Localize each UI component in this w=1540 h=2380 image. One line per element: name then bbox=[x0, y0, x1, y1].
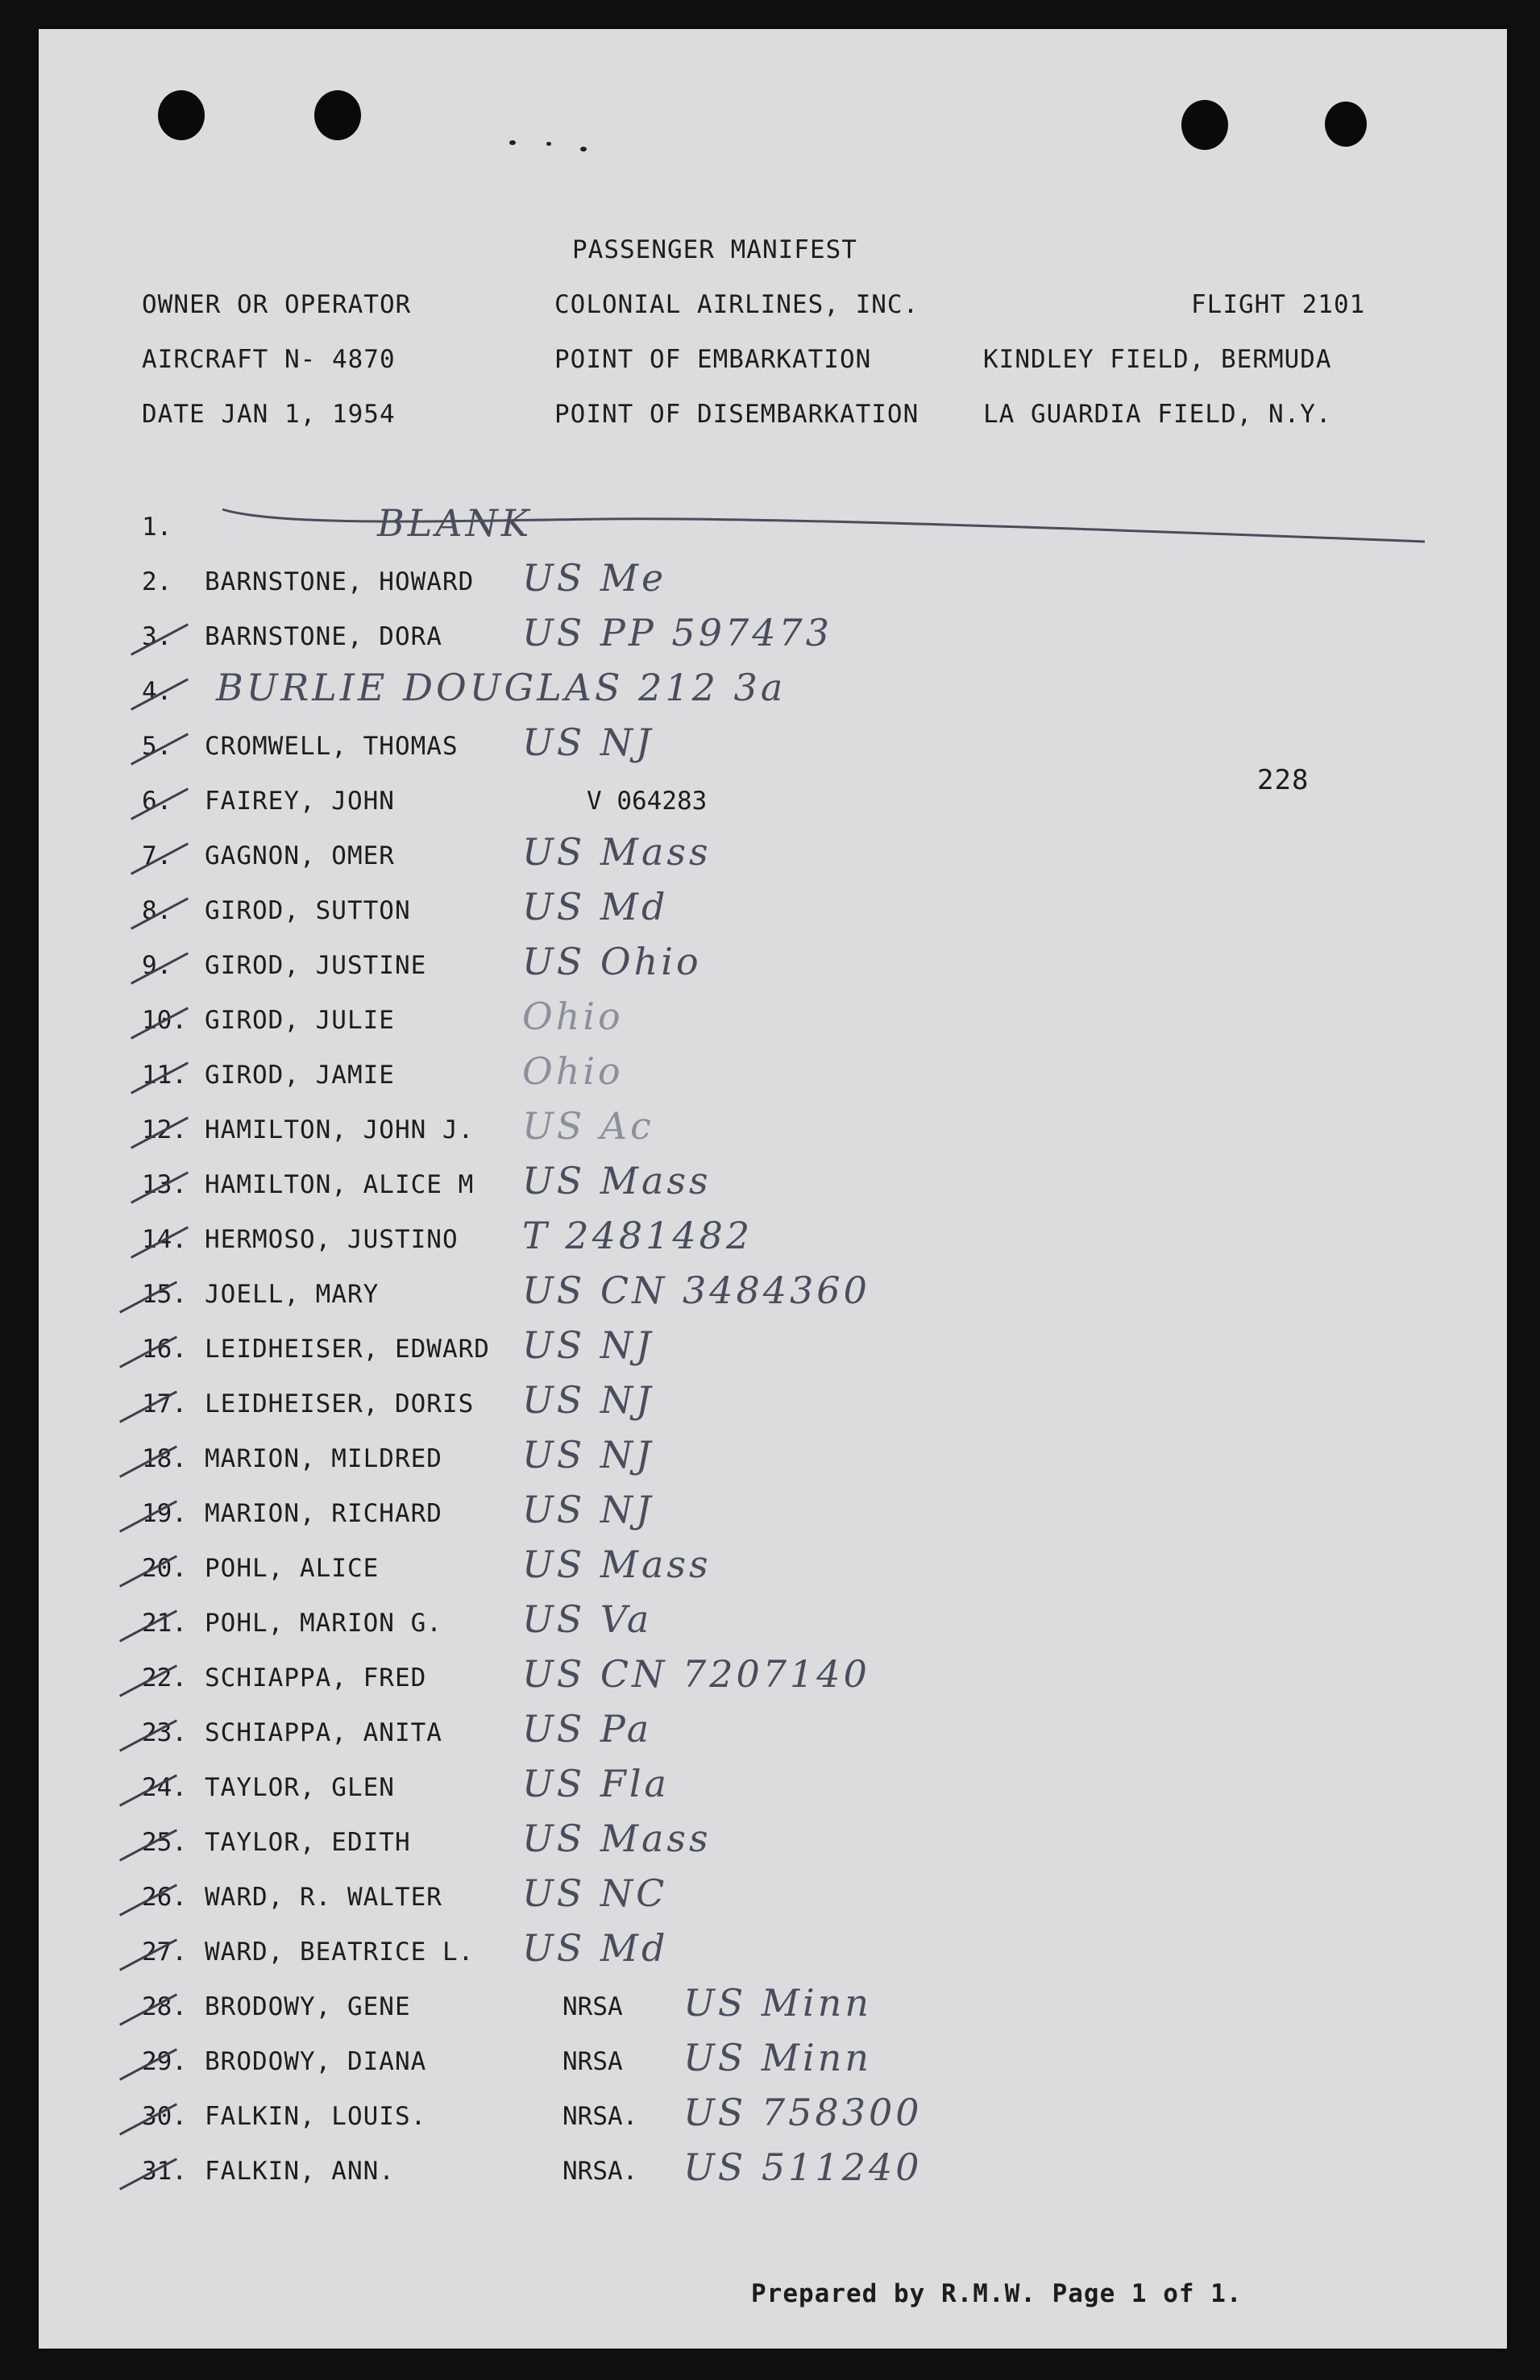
handwritten-note: US Me bbox=[522, 556, 667, 600]
passenger-number: 19. bbox=[142, 1499, 187, 1528]
passenger-number: 13. bbox=[142, 1170, 187, 1199]
passenger-number: 25. bbox=[142, 1828, 187, 1857]
manifest-title: PASSENGER MANIFEST bbox=[572, 235, 857, 264]
passenger-number: 11. bbox=[142, 1061, 187, 1090]
handwritten-note: US Mass bbox=[522, 1159, 712, 1202]
passenger-name: JOELL, MARY bbox=[205, 1280, 380, 1309]
passenger-number: 31. bbox=[142, 2157, 187, 2186]
handwritten-note: US NJ bbox=[522, 1488, 654, 1531]
owner-label: OWNER OR OPERATOR bbox=[142, 290, 412, 319]
handwritten-note: US CN 7207140 bbox=[522, 1652, 870, 1696]
handwritten-note: US 758300 bbox=[683, 2091, 923, 2134]
passenger-number: 20. bbox=[142, 1554, 187, 1583]
passenger-name: BARNSTONE, DORA bbox=[205, 622, 442, 651]
passenger-number: 27. bbox=[142, 1938, 187, 1967]
passenger-extra: NRSA. bbox=[562, 2157, 638, 2186]
handwritten-note: US Minn bbox=[683, 1981, 872, 2025]
handwritten-note: US CN 3484360 bbox=[522, 1269, 870, 1312]
passenger-number: 2. bbox=[142, 567, 172, 596]
passenger-number: 26. bbox=[142, 1883, 187, 1912]
handwritten-note: US Fla bbox=[522, 1762, 670, 1805]
handwritten-note: US Mass bbox=[522, 830, 712, 874]
passenger-name: GIROD, JUSTINE bbox=[205, 951, 427, 980]
handwritten-note: US 511240 bbox=[683, 2145, 923, 2189]
embark-place: KINDLEY FIELD, BERMUDA bbox=[983, 345, 1332, 374]
handwritten-note: US Md bbox=[522, 885, 669, 928]
passenger-name: POHL, MARION G. bbox=[205, 1609, 442, 1638]
passenger-number: 29. bbox=[142, 2047, 187, 2076]
passenger-name: SCHIAPPA, FRED bbox=[205, 1664, 427, 1693]
passenger-name: FAIREY, JOHN bbox=[205, 787, 395, 816]
handwritten-note: US Md bbox=[522, 1926, 669, 1970]
handwritten-note: BURLIE DOUGLAS 212 3a bbox=[216, 666, 787, 709]
manifest-page bbox=[39, 29, 1507, 2349]
handwritten-note: US Minn bbox=[683, 2036, 872, 2079]
passenger-name: GIROD, SUTTON bbox=[205, 896, 411, 925]
passenger-name: WARD, BEATRICE L. bbox=[205, 1938, 475, 1967]
passenger-name: GIROD, JAMIE bbox=[205, 1061, 395, 1090]
passenger-number: 4. bbox=[142, 677, 172, 706]
passenger-number: 8. bbox=[142, 896, 172, 925]
passenger-name: BRODOWY, GENE bbox=[205, 1992, 411, 2021]
passenger-number: 14. bbox=[142, 1225, 187, 1254]
passenger-number: 23. bbox=[142, 1718, 187, 1747]
handwritten-note: US NJ bbox=[522, 1433, 654, 1477]
passenger-number: 6. bbox=[142, 787, 172, 816]
passenger-name: BRODOWY, DIANA bbox=[205, 2047, 427, 2076]
operator-name: COLONIAL AIRLINES, INC. bbox=[554, 290, 919, 319]
passenger-name: POHL, ALICE bbox=[205, 1554, 380, 1583]
side-number: 228 bbox=[1257, 764, 1310, 796]
passenger-number: 28. bbox=[142, 1992, 187, 2021]
passenger-number: 18. bbox=[142, 1444, 187, 1473]
passenger-name: SCHIAPPA, ANITA bbox=[205, 1718, 442, 1747]
passenger-number: 21. bbox=[142, 1609, 187, 1638]
disembark-label: POINT OF DISEMBARKATION bbox=[554, 400, 919, 429]
passenger-name: GAGNON, OMER bbox=[205, 841, 395, 870]
speck bbox=[546, 142, 551, 146]
passenger-number: 30. bbox=[142, 2102, 187, 2131]
passenger-name: TAYLOR, EDITH bbox=[205, 1828, 411, 1857]
passenger-extra: NRSA bbox=[562, 1992, 623, 2021]
punch-hole bbox=[314, 90, 361, 140]
passenger-name: LEIDHEISER, DORIS bbox=[205, 1389, 475, 1418]
handwritten-note: T 2481482 bbox=[522, 1214, 753, 1257]
blank-strike-line bbox=[39, 464, 1507, 577]
handwritten-note: Ohio bbox=[522, 995, 624, 1038]
passenger-number: 17. bbox=[142, 1389, 187, 1418]
passenger-name: HAMILTON, ALICE M bbox=[205, 1170, 475, 1199]
passenger-number: 15. bbox=[142, 1280, 187, 1309]
passenger-name: WARD, R. WALTER bbox=[205, 1883, 442, 1912]
passenger-number: 5. bbox=[142, 732, 172, 761]
passenger-extra: NRSA bbox=[562, 2047, 623, 2076]
handwritten-note: US NJ bbox=[522, 1378, 654, 1422]
passenger-number: 22. bbox=[142, 1664, 187, 1693]
page-footer: Prepared by R.M.W. Page 1 of 1. bbox=[751, 2279, 1243, 2308]
speck bbox=[509, 140, 516, 145]
flight-number: FLIGHT 2101 bbox=[1191, 290, 1366, 319]
passenger-extra: V 064283 bbox=[587, 787, 708, 816]
handwritten-note: US Pa bbox=[522, 1707, 653, 1751]
passenger-name: GIROD, JULIE bbox=[205, 1006, 395, 1035]
passenger-extra: NRSA. bbox=[562, 2102, 638, 2131]
punch-hole bbox=[1181, 100, 1228, 150]
handwritten-note: US Va bbox=[522, 1597, 653, 1641]
handwritten-note: BLANK bbox=[377, 501, 533, 545]
passenger-name: HERMOSO, JUSTINO bbox=[205, 1225, 459, 1254]
passenger-name: FALKIN, ANN. bbox=[205, 2157, 395, 2186]
disembark-place: LA GUARDIA FIELD, N.Y. bbox=[983, 400, 1332, 429]
passenger-number: 12. bbox=[142, 1115, 187, 1144]
passenger-name: TAYLOR, GLEN bbox=[205, 1773, 395, 1802]
passenger-name: CROMWELL, THOMAS bbox=[205, 732, 459, 761]
handwritten-note: US Mass bbox=[522, 1817, 712, 1860]
handwritten-note: US Mass bbox=[522, 1543, 712, 1586]
passenger-number: 3. bbox=[142, 622, 172, 651]
punch-hole bbox=[1325, 102, 1367, 147]
passenger-name: BARNSTONE, HOWARD bbox=[205, 567, 475, 596]
handwritten-note: US Ac bbox=[522, 1104, 654, 1148]
handwritten-note: US NC bbox=[522, 1871, 668, 1915]
passenger-number: 9. bbox=[142, 951, 172, 980]
passenger-number: 10. bbox=[142, 1006, 187, 1035]
handwritten-note: US Ohio bbox=[522, 940, 702, 983]
passenger-number: 16. bbox=[142, 1335, 187, 1364]
handwritten-note: US NJ bbox=[522, 721, 654, 764]
aircraft-number: AIRCRAFT N- 4870 bbox=[142, 345, 396, 374]
passenger-number: 24. bbox=[142, 1773, 187, 1802]
handwritten-note: US PP 597473 bbox=[522, 611, 833, 654]
passenger-name: FALKIN, LOUIS. bbox=[205, 2102, 427, 2131]
embark-label: POINT OF EMBARKATION bbox=[554, 345, 872, 374]
passenger-name: MARION, RICHARD bbox=[205, 1499, 442, 1528]
passenger-name: HAMILTON, JOHN J. bbox=[205, 1115, 475, 1144]
handwritten-note: Ohio bbox=[522, 1049, 624, 1093]
handwritten-note: US NJ bbox=[522, 1323, 654, 1367]
passenger-name: MARION, MILDRED bbox=[205, 1444, 442, 1473]
passenger-name: LEIDHEISER, EDWARD bbox=[205, 1335, 490, 1364]
manifest-date: DATE JAN 1, 1954 bbox=[142, 400, 396, 429]
passenger-number: 1. bbox=[142, 513, 172, 542]
punch-hole bbox=[158, 90, 205, 140]
speck bbox=[580, 147, 587, 152]
passenger-number: 7. bbox=[142, 841, 172, 870]
